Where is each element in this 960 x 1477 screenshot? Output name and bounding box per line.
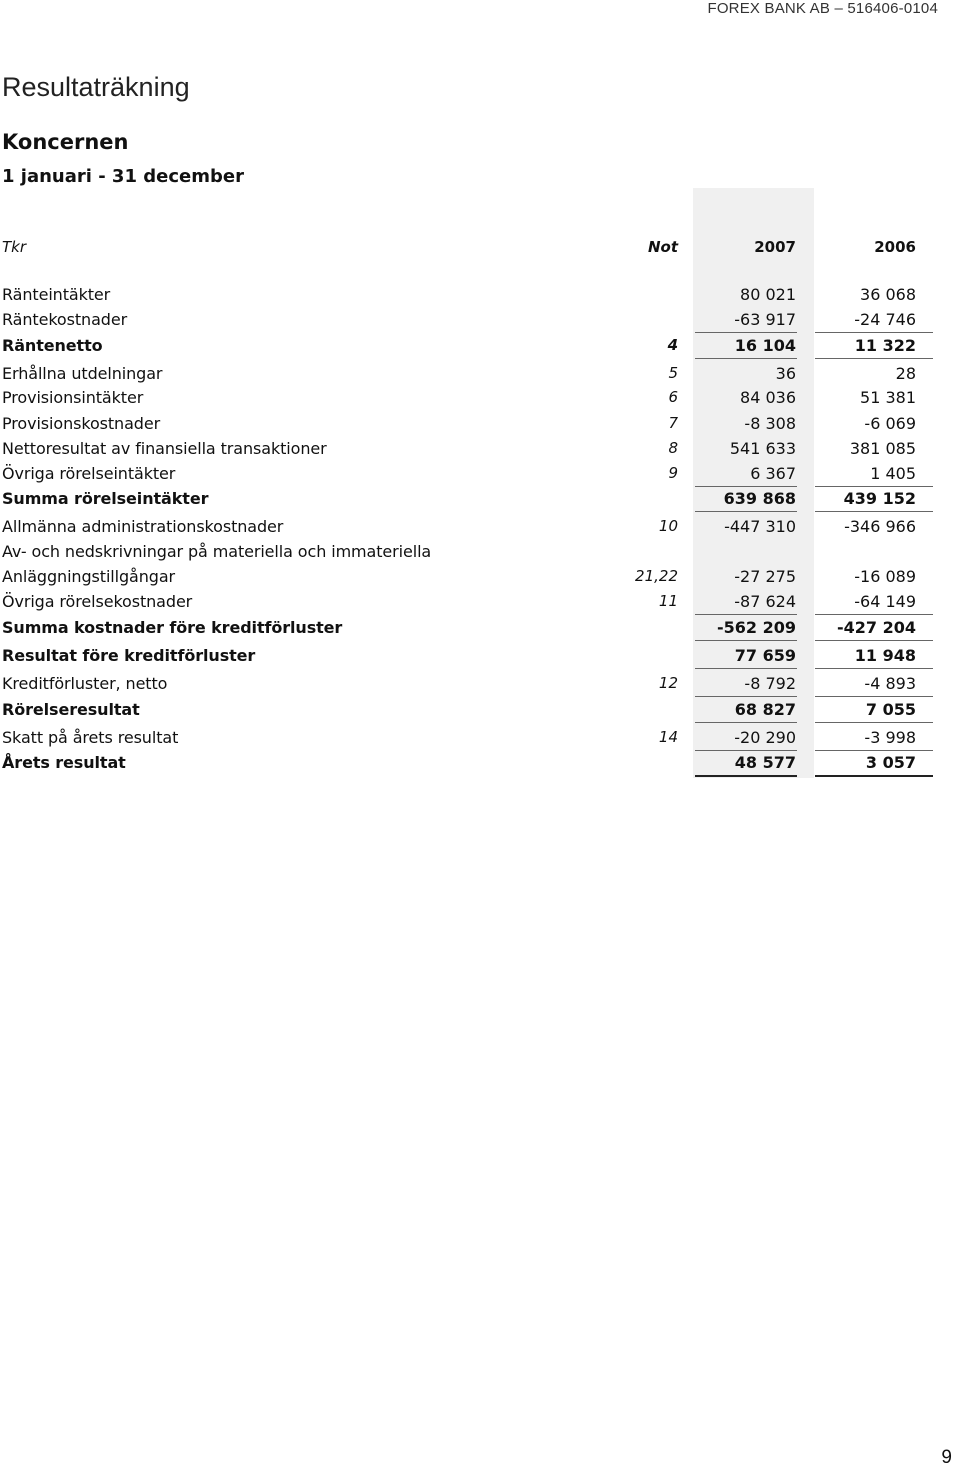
row-value-2006: -6 069 (864, 414, 916, 433)
row-value-2007: -87 624 (734, 592, 796, 611)
rule-2006 (815, 486, 933, 487)
rule-2006 (815, 332, 933, 333)
rule-2006 (815, 640, 933, 641)
rule-2006 (815, 696, 933, 697)
row-label: Rörelseresultat (2, 700, 140, 719)
row-note-ref: 11 (658, 592, 678, 610)
row-label: Provisionsintäkter (2, 388, 144, 407)
row-note-ref: 6 (668, 388, 678, 406)
row-value-2006: -4 893 (864, 674, 916, 693)
rule-2007 (695, 640, 797, 641)
rule-2007 (695, 696, 797, 697)
rule-2006 (815, 614, 933, 615)
group-title: Koncernen (2, 130, 129, 154)
rule-2006 (815, 668, 933, 669)
row-label: Övriga rörelsekostnader (2, 592, 193, 611)
rule-2007 (695, 511, 797, 512)
row-label: Summa kostnader före kreditförluster (2, 618, 343, 637)
row-value-2006: -64 149 (854, 592, 916, 611)
row-label: Erhållna utdelningar (2, 364, 163, 383)
rule-2007 (695, 668, 797, 669)
row-value-2007: 6 367 (750, 464, 796, 483)
row-value-2007: 639 868 (723, 489, 796, 508)
row-value-2007: 16 104 (734, 336, 796, 355)
unit-header: Tkr (2, 238, 27, 256)
row-label: Kreditförluster, netto (2, 674, 168, 693)
rule-2007 (695, 614, 797, 615)
row-value-2007: -63 917 (734, 310, 796, 329)
rule-2007 (695, 722, 797, 723)
rule-2007 (695, 750, 797, 751)
row-value-2007: -27 275 (734, 567, 796, 586)
rule-2006 (815, 722, 933, 723)
row-value-2006: -427 204 (836, 618, 916, 637)
row-label: Anläggningstillgångar (2, 567, 176, 586)
header-company-id: FOREX BANK AB – 516406-0104 (707, 0, 938, 17)
row-label: Allmänna administrationskostnader (2, 517, 284, 536)
row-value-2007: -8 308 (744, 414, 796, 433)
row-note-ref: 4 (667, 336, 678, 354)
note-header: Not (647, 238, 678, 256)
row-value-2007: -562 209 (716, 618, 796, 637)
row-label: Resultat före kreditförluster (2, 646, 256, 665)
row-value-2007: 48 577 (734, 753, 796, 772)
row-label: Skatt på årets resultat (2, 728, 179, 747)
row-value-2006: 381 085 (849, 439, 916, 458)
row-value-2006: -3 998 (864, 728, 916, 747)
row-value-2006: 11 948 (854, 646, 916, 665)
rule-2006 (815, 511, 933, 512)
row-value-2006: -346 966 (844, 517, 916, 536)
row-value-2007: 36 (775, 364, 796, 383)
page-title: Resultaträkning (2, 72, 190, 102)
rule-2007 (695, 775, 797, 777)
row-label: Provisionskostnader (2, 414, 161, 433)
row-note-ref: 8 (668, 439, 678, 457)
row-value-2006: 51 381 (860, 388, 916, 407)
row-label: Ränteintäkter (2, 285, 111, 304)
rule-2006 (815, 358, 933, 359)
row-value-2006: 7 055 (865, 700, 916, 719)
rule-2006 (815, 750, 933, 751)
year2-header: 2006 (874, 238, 916, 256)
row-value-2007: -20 290 (734, 728, 796, 747)
rule-2007 (695, 486, 797, 487)
row-value-2007: 80 021 (740, 285, 796, 304)
row-value-2006: -24 746 (854, 310, 916, 329)
row-label: Av- och nedskrivningar på materiella och immateriella (2, 542, 432, 561)
row-note-ref: 7 (668, 414, 678, 432)
row-label: Årets resultat (2, 753, 126, 772)
row-value-2006: -16 089 (854, 567, 916, 586)
row-value-2007: 77 659 (734, 646, 796, 665)
row-note-ref: 14 (658, 728, 678, 746)
rule-2007 (695, 358, 797, 359)
row-label: Nettoresultat av finansiella transaktioner (2, 439, 327, 458)
row-value-2006: 28 (895, 364, 916, 383)
row-value-2007: 68 827 (734, 700, 796, 719)
row-value-2007: -8 792 (744, 674, 796, 693)
row-note-ref: 5 (668, 364, 678, 382)
row-value-2007: 541 633 (729, 439, 796, 458)
row-value-2007: 84 036 (740, 388, 796, 407)
row-note-ref: 9 (668, 464, 678, 482)
row-label: Räntenetto (2, 336, 103, 355)
row-value-2006: 439 152 (843, 489, 916, 508)
row-note-ref: 10 (658, 517, 678, 535)
row-label: Räntekostnader (2, 310, 128, 329)
period-label: 1 januari - 31 december (2, 166, 244, 187)
row-value-2006: 3 057 (865, 753, 916, 772)
row-value-2006: 1 405 (870, 464, 916, 483)
rule-2007 (695, 332, 797, 333)
row-label: Övriga rörelseintäkter (2, 464, 176, 483)
row-note-ref: 21,22 (635, 567, 678, 585)
row-value-2007: -447 310 (724, 517, 796, 536)
row-value-2006: 11 322 (854, 336, 916, 355)
page-number: 9 (941, 1447, 952, 1468)
year1-header: 2007 (754, 238, 796, 256)
rule-2006 (815, 775, 933, 777)
row-note-ref: 12 (658, 674, 678, 692)
row-value-2006: 36 068 (860, 285, 916, 304)
row-label: Summa rörelseintäkter (2, 489, 209, 508)
